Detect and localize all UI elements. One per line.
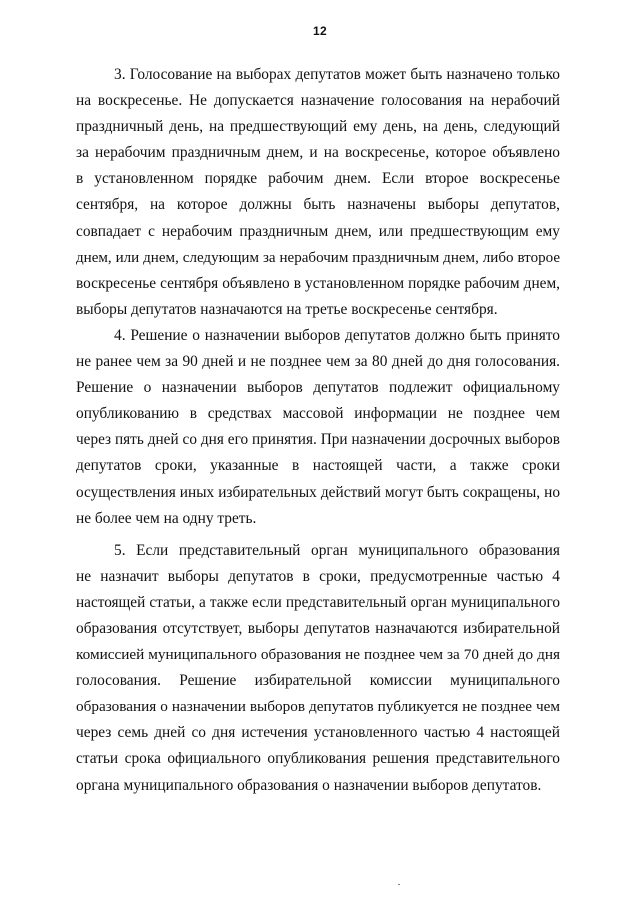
text-line: 3. Голосование на выборах депутатов может быть назначено только: [114, 66, 560, 83]
text-line: в установленном порядке рабочим днем. Если второе воскресенье: [76, 170, 560, 188]
text-line: образования отсутствует, выборы депутатов назначаются избирательной: [76, 619, 560, 637]
text-line: воскресенье сентября объявлено в установленном порядке рабочим днем,: [76, 274, 560, 292]
scan-artifact: [398, 884, 400, 885]
text-line: настоящей статьи, а также если представительный орган муниципального: [76, 593, 560, 611]
text-line: на воскресенье. Не допускается назначение голосования на нерабочий: [76, 92, 560, 110]
text-line: образования о назначении выборов депутатов публикуется не позднее чем: [76, 698, 560, 716]
page-number: 12: [313, 24, 327, 38]
text-line: депутатов сроки, указанные в настоящей части, а также сроки: [76, 457, 560, 475]
text-line: через пять дней со дня его принятия. При назначении досрочных выборов: [76, 431, 560, 449]
text-line: выборы депутатов назначаются на третье воскресенье сентября.: [76, 300, 498, 318]
paragraph-5: [76, 538, 560, 799]
text-line: совпадает с нерабочим праздничным днем, или предшествующим ему: [76, 222, 560, 240]
text-line: не назначит выборы депутатов в сроки, предусмотренные частью 4: [76, 567, 560, 585]
text-line: голосования. Решение избирательной комиссии муниципального: [76, 672, 560, 690]
text-line: не ранее чем за 90 дней и не позднее чем за 80 дней до дня голосования.: [76, 353, 560, 371]
paragraph-3: [76, 62, 560, 323]
text-line: статьи срока официального опубликования решения представительного: [76, 750, 560, 768]
text-line: 4. Решение о назначении выборов депутатов должно быть принято: [114, 326, 560, 344]
text-line: опубликованию в средствах массовой информации не позднее чем: [76, 405, 560, 423]
text-line: через семь дней со дня истечения установленного частью 4 настоящей: [76, 724, 560, 742]
text-line: за нерабочим праздничным днем, и на воскресенье, которое объявлено: [76, 144, 560, 162]
text-line: осуществления иных избирательных действий могут быть сокращены, но: [76, 483, 560, 501]
text-line: праздничный день, на предшествующий ему день, на день, следующий: [76, 118, 560, 136]
document-body: [76, 62, 560, 799]
text-line: сентября, на которое должны быть назначены выборы депутатов,: [76, 196, 560, 214]
text-line: не более чем на одну треть.: [76, 509, 257, 527]
paragraph-4: [76, 323, 560, 532]
text-line: органа муниципального образования о назначении выборов депутатов.: [76, 776, 542, 794]
text-line: комиссией муниципального образования не позднее чем за 70 дней до дня: [76, 646, 560, 664]
text-line: днем, или днем, следующим за нерабочим праздничным днем, либо второе: [76, 249, 560, 266]
text-line: 5. Если представительный орган муниципального образования: [114, 541, 560, 559]
text-line: Решение о назначении выборов депутатов подлежит официальному: [76, 379, 560, 397]
